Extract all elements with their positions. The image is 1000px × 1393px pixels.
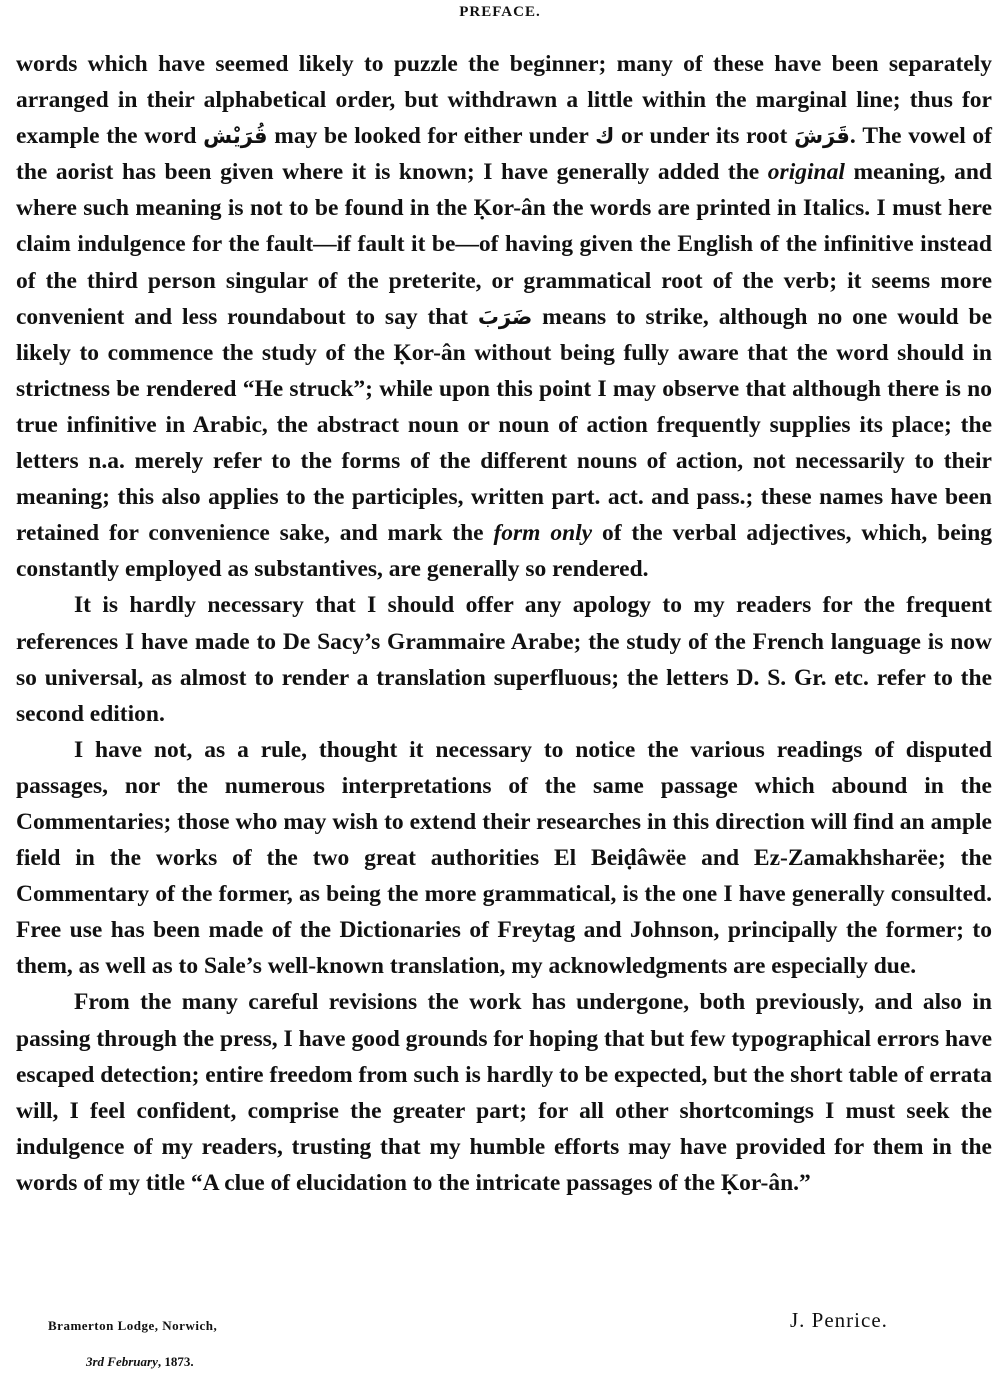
text-run: meaning, and where such meaning is not to be found in the Ḳor-ân the words are printed in Italics. I must here claim indulgence for the fault—if fault it be—of having given the English of the infinitive instead of the third person singular of the preterite, or grammatical root of the verb; it seems more convenient and less roundabout to say that — [16, 159, 992, 330]
italic-term: original — [767, 159, 845, 186]
paragraph — [16, 984, 992, 1201]
paragraph — [16, 732, 992, 985]
text-run: or under its root — [614, 123, 795, 150]
arabic-word: قَرَشَ — [794, 124, 850, 149]
signature-date-day: 3rd February — [86, 1354, 158, 1369]
paragraph — [16, 587, 992, 731]
signature-date — [86, 1354, 194, 1370]
running-head: PREFACE. — [459, 4, 541, 20]
italic-term: form only — [493, 520, 593, 547]
text-run: words which have seemed likely to puzzle the beginner; many of these have been separately arranged in their alphabetical order, but withdrawn a little within the marginal line; thus for example the word — [16, 51, 992, 150]
text-run: . The vowel of the aorist has been given where it is known; I have generally added the — [16, 123, 992, 186]
paragraph — [16, 46, 992, 587]
signature-place: Bramerton Lodge, Norwich, — [48, 1318, 218, 1333]
text-run: means to strike, although no one would be likely to commence the study of the Ḳor-ân without being fully aware that the word should in strictness be rendered “He struck”; while upon this point I may observe that although there is no true infinitive in Arabic, the abstract noun or noun of action frequently supplies its place; the letters n.a. merely refer to the forms of the different nouns of action, not necessarily to their meaning; this also applies to the participles, written part. act. and pass.; these names have been retained for convenience sake, and mark the — [16, 303, 993, 547]
arabic-word: ك — [595, 124, 615, 149]
arabic-word: ضَرَبَ — [477, 304, 533, 329]
text-run: From the many careful revisions the work has undergone, both previously, and also in passing through the press, I have good grounds for hoping that but few typographical errors have escaped detection; entire freedom from such is hardly to be expected, but the short table of errata will, I feel confident, comprise the greater part; for all other shortcomings I must seek the indulgence of my readers, trusting that my humble efforts may have provided for them in the words of my title “A clue of elucidation to the intricate passages of the Ḳor-ân.” — [16, 989, 992, 1196]
preface-body — [16, 46, 992, 1201]
text-run: may be looked for either under — [267, 123, 596, 150]
arabic-word: قُرَيْش — [203, 124, 268, 149]
signature-date-year: , 1873. — [157, 1354, 194, 1369]
author-signature: J. Penrice. — [790, 1308, 888, 1332]
text-run: I have not, as a rule, thought it necessary to notice the various readings of disputed passages, nor the numerous interpretations of the same passage which abound in the Commentaries; those who may wish to extend their researches in this direction will find an ample field in the works of the two great authorities El Beiḍâwëe and Ez-Zamakhsharëe; the Commentary of the former, as being the more grammatical, is the one I have generally consulted. Free use has been made of the Dictionaries of Freytag and Johnson, principally the former; to them, as well as to Sale’s well-known translation, my acknowledgments are especially due. — [16, 736, 992, 980]
text-run: of the verbal adjectives, which, being constantly employed as substantives, are generally so rendered. — [16, 520, 993, 583]
text-run: It is hardly necessary that I should offer any apology to my readers for the frequent references I have made to De Sacy’s Grammaire Arabe; the study of the French language is now so universal, as almost to render a translation superfluous; the letters D. S. Gr. etc. refer to the second edition. — [16, 592, 992, 727]
